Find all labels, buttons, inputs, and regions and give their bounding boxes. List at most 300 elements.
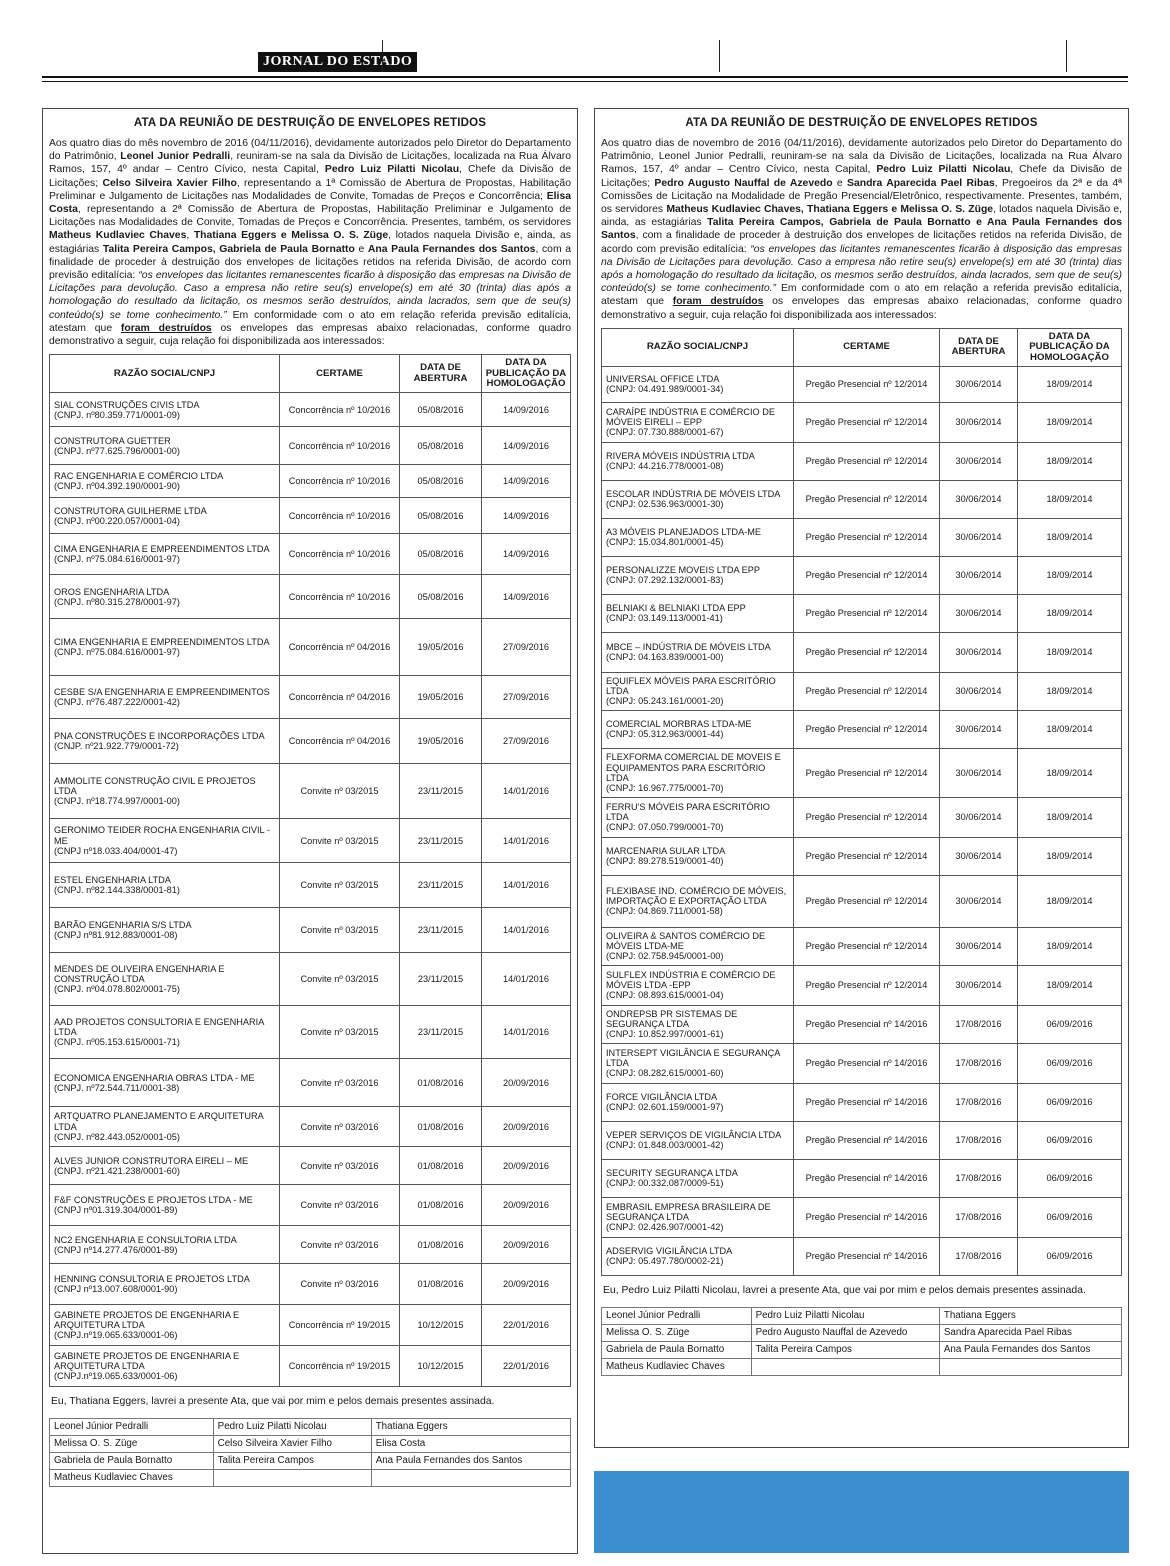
table-row xyxy=(602,1121,1122,1159)
certame-cell: Pregão Presencial nº 12/2014 xyxy=(794,442,940,480)
certame-cell: Convite nº 03/2016 xyxy=(280,1107,400,1147)
company-name: MENDES DE OLIVEIRA ENGENHARIA E CONSTRUÇÃO LTDA xyxy=(54,963,225,985)
opening-date-cell: 30/06/2014 xyxy=(940,402,1018,442)
signature-name xyxy=(751,1359,939,1376)
certame-cell: Concorrência nº 04/2016 xyxy=(280,676,400,719)
homologation-date-cell: 06/09/2016 xyxy=(1018,1237,1122,1275)
homologation-date-cell: 20/09/2016 xyxy=(482,1264,571,1305)
company-cnpj: (CNPJ. nº00.220.057/0001-04) xyxy=(54,515,180,526)
homologation-date-cell: 18/09/2014 xyxy=(1018,402,1122,442)
homologation-date-cell: 22/01/2016 xyxy=(482,1346,571,1387)
masthead-rule xyxy=(42,76,1128,78)
certame-cell: Concorrência nº 10/2016 xyxy=(280,575,400,619)
company-cell xyxy=(602,1043,794,1083)
signature-row xyxy=(50,1453,571,1470)
company-cnpj: (CNPJ. nº05.153.615/0001-71) xyxy=(54,1037,180,1048)
bold-name: Elisa Costa xyxy=(49,190,571,216)
company-cell xyxy=(50,1185,280,1226)
company-name: CIMA ENGENHARIA E EMPREENDIMENTOS LTDA xyxy=(54,637,270,648)
masthead-divider xyxy=(1066,40,1067,72)
company-cnpj: (CNPJ. nº80.315.278/0001-97) xyxy=(54,596,180,607)
company-cnpj: (CNPJ. nº72.544.711/0001-38) xyxy=(54,1082,180,1093)
company-cnpj: (CNPJ: 08.282.615/0001-60) xyxy=(606,1068,724,1079)
company-cell xyxy=(602,1159,794,1197)
table-row xyxy=(50,1107,571,1147)
certame-cell: Pregão Presencial nº 12/2014 xyxy=(794,965,940,1005)
company-cell xyxy=(602,875,794,927)
homologation-date-cell: 06/09/2016 xyxy=(1018,1121,1122,1159)
company-name: EMBRASIL EMPRESA BRASILEIRA DE SEGURANÇA LTDA xyxy=(606,1202,771,1223)
company-cell xyxy=(602,1237,794,1275)
signature-name: Sandra Aparecida Pael Ribas xyxy=(939,1325,1121,1342)
company-cnpj: (CNPJ: 02.426.907/0001-42) xyxy=(606,1222,724,1233)
notice-title: ATA DA REUNIÃO DE DESTRUIÇÃO DE ENVELOPES RETIDOS xyxy=(685,117,1038,129)
company-cell xyxy=(50,764,280,819)
bold-name: Ana Paula Fernandes dos Santos xyxy=(367,243,536,255)
company-name: EQUIFLEX MÓVEIS PARA ESCRITÓRIO LTDA xyxy=(606,676,776,697)
company-name: PERSONALIZZE MOVEIS LTDA EPP xyxy=(606,565,761,576)
company-cell xyxy=(50,1305,280,1346)
notice-panel-left xyxy=(42,108,578,1554)
signature-name xyxy=(371,1470,570,1487)
company-cnpj: (CNPJ: 04.163.839/0001-00) xyxy=(606,652,724,663)
company-cell xyxy=(50,1346,280,1387)
homologation-date-cell: 06/09/2016 xyxy=(1018,1159,1122,1197)
company-cell xyxy=(50,1147,280,1185)
table-row xyxy=(50,764,571,819)
opening-date-cell: 23/11/2015 xyxy=(400,863,482,908)
certame-cell: Pregão Presencial nº 12/2014 xyxy=(794,875,940,927)
company-cell xyxy=(602,442,794,480)
certame-cell: Convite nº 03/2016 xyxy=(280,1147,400,1185)
company-cell xyxy=(602,1197,794,1237)
column-header: RAZÃO SOCIAL/CNPJ xyxy=(50,355,280,393)
company-name: ESCOLAR INDÚSTRIA DE MÓVEIS LTDA (CNPJ: 02.536.963/0001-30) xyxy=(606,489,780,510)
company-cnpj: (CNJP. nº21.922.779/0001-72) xyxy=(54,741,179,752)
company-name: GERONIMO TEIDER ROCHA ENGENHARIA CIVIL - ME xyxy=(54,825,270,846)
company-cnpj: (CNPJ. nº75.084.616/0001-97) xyxy=(54,647,180,658)
signature-name: Pedro Luiz Pilatti Nicolau xyxy=(751,1308,939,1325)
company-cnpj: (CNPJ: 07.730.888/0001-67) xyxy=(606,427,724,438)
opening-date-cell: 23/11/2015 xyxy=(400,908,482,953)
company-cnpj: (CNPJ. nº82.144.338/0001-81) xyxy=(54,885,180,896)
company-name: ONDREPSB PR SISTEMAS DE SEGURANÇA LTDA xyxy=(606,1009,738,1030)
signature-table xyxy=(49,1418,571,1487)
signature-name: Celso Silveira Xavier Filho xyxy=(213,1436,371,1453)
homologation-date-cell: 20/09/2016 xyxy=(482,1059,571,1107)
certame-cell: Convite nº 03/2015 xyxy=(280,819,400,863)
certame-cell: Convite nº 03/2015 xyxy=(280,908,400,953)
homologation-date-cell: 20/09/2016 xyxy=(482,1107,571,1147)
opening-date-cell: 30/06/2014 xyxy=(940,518,1018,556)
company-cnpj: (CNPJ: 01.848.003/0001-42) xyxy=(606,1140,724,1151)
homologation-date-cell: 06/09/2016 xyxy=(1018,1005,1122,1043)
homologation-date-cell: 06/09/2016 xyxy=(1018,1083,1122,1121)
company-cnpj: (CNPJ: 00.332.087/0009-51) xyxy=(606,1178,724,1189)
signature-name: Thatiana Eggers xyxy=(371,1419,570,1436)
certame-cell: Pregão Presencial nº 12/2014 xyxy=(794,797,940,837)
company-name: GABINETE PROJETOS DE ENGENHARIA E ARQUITETURA LTDA xyxy=(54,1309,240,1331)
certame-cell: Concorrência nº 19/2015 xyxy=(280,1305,400,1346)
company-cnpj: (CNPJ. nº75.084.616/0001-97) xyxy=(54,554,180,565)
opening-date-cell: 01/08/2016 xyxy=(400,1185,482,1226)
homologation-date-cell: 14/01/2016 xyxy=(482,953,571,1006)
closing-statement: Eu, Thatiana Eggers, lavrei a presente Ata, que vai por mim e pelos demais presentes assinada. xyxy=(51,1396,495,1408)
bold-name: Matheus Kudlaviec Chaves xyxy=(49,230,187,242)
company-name: CARAÍPE INDÚSTRIA E COMÉRCIO DE MÓVEIS EIRELI – EPP xyxy=(606,407,775,428)
opening-date-cell: 05/08/2016 xyxy=(400,427,482,465)
certame-cell: Pregão Presencial nº 14/2016 xyxy=(794,1005,940,1043)
column-header: DATA DA PUBLICAÇÃO DA HOMOLOGAÇÃO xyxy=(1018,328,1122,366)
signature-name: Gabriela de Paula Bornatto xyxy=(602,1342,752,1359)
company-cnpj: (CNPJ: 02.601.159/0001-97) xyxy=(606,1102,724,1113)
notice-title: ATA DA REUNIÃO DE DESTRUIÇÃO DE ENVELOPES RETIDOS xyxy=(133,117,487,129)
opening-date-cell: 10/12/2015 xyxy=(400,1305,482,1346)
homologation-date-cell: 18/09/2014 xyxy=(1018,366,1122,402)
table-header-row xyxy=(602,328,1122,366)
certame-cell: Pregão Presencial nº 14/2016 xyxy=(794,1043,940,1083)
bold-name: Pedro Augusto Nauffal de Azevedo xyxy=(654,177,833,189)
company-cnpj: (CNPJ: 04.869.711/0001-58) xyxy=(606,906,723,917)
opening-date-cell: 30/06/2014 xyxy=(940,594,1018,632)
signature-name: Matheus Kudlaviec Chaves xyxy=(50,1470,214,1487)
company-cnpj: (CNPJ.nº19.065.633/0001-06) xyxy=(54,1330,178,1341)
table-row xyxy=(50,393,571,427)
table-row xyxy=(50,1346,571,1387)
table-row xyxy=(602,556,1122,594)
company-name: ECONOMICA ENGENHARIA OBRAS LTDA - ME xyxy=(54,1072,255,1083)
company-cnpj: (CNPJ: 07.050.799/0001-70) xyxy=(606,822,724,833)
closing-statement: Eu, Pedro Luiz Pilatti Nicolau, lavrei a presente Ata, que vai por mim e pelos demais presentes assinada. xyxy=(603,1284,1086,1296)
company-name: RIVERA MÓVEIS INDÚSTRIA LTDA xyxy=(606,451,755,462)
emphasis-text: foram destruídos xyxy=(672,296,764,308)
company-cell xyxy=(50,819,280,863)
company-cnpj: (CNPJ. nº80.359.771/0001-09) xyxy=(54,409,180,420)
homologation-date-cell: 14/09/2016 xyxy=(482,393,571,427)
opening-date-cell: 17/08/2016 xyxy=(940,1197,1018,1237)
table-row xyxy=(602,875,1122,927)
certame-cell: Pregão Presencial nº 12/2014 xyxy=(794,556,940,594)
company-cell xyxy=(50,393,280,427)
certame-cell: Pregão Presencial nº 12/2014 xyxy=(794,480,940,518)
homologation-date-cell: 18/09/2014 xyxy=(1018,442,1122,480)
company-cnpj: (CNPJ: 07.292.132/0001-83) xyxy=(606,575,724,586)
company-name: HENNING CONSULTORIA E PROJETOS LTDA xyxy=(54,1274,250,1285)
company-cnpj: (CNPJ. nº21.421.238/0001-60) xyxy=(54,1165,180,1176)
company-name: CIMA ENGENHARIA E EMPREENDIMENTOS LTDA xyxy=(54,544,270,555)
company-name: GABINETE PROJETOS DE ENGENHARIA E ARQUITETURA LTDA xyxy=(54,1350,240,1372)
homologation-date-cell: 22/01/2016 xyxy=(482,1305,571,1346)
opening-date-cell: 23/11/2015 xyxy=(400,764,482,819)
table-row xyxy=(602,1043,1122,1083)
table-row xyxy=(602,1159,1122,1197)
company-name: UNIVERSAL OFFICE LTDA xyxy=(606,374,720,385)
opening-date-cell: 19/05/2016 xyxy=(400,719,482,764)
company-cell xyxy=(50,1264,280,1305)
table-row xyxy=(602,672,1122,710)
certame-cell: Pregão Presencial nº 14/2016 xyxy=(794,1159,940,1197)
table-row xyxy=(602,1237,1122,1275)
signature-row xyxy=(50,1470,571,1487)
opening-date-cell: 30/06/2014 xyxy=(940,556,1018,594)
opening-date-cell: 30/06/2014 xyxy=(940,366,1018,402)
company-name: SULFLEX INDÚSTRIA E COMÉRCIO DE MÓVEIS LTDA -EPP xyxy=(606,970,776,991)
company-cnpj: (CNPJ: 05.243.161/0001-20) xyxy=(606,696,724,707)
opening-date-cell: 30/06/2014 xyxy=(940,797,1018,837)
certame-cell: Pregão Presencial nº 14/2016 xyxy=(794,1083,940,1121)
homologation-date-cell: 14/09/2016 xyxy=(482,575,571,619)
certame-cell: Convite nº 03/2015 xyxy=(280,953,400,1006)
table-row xyxy=(602,1083,1122,1121)
opening-date-cell: 17/08/2016 xyxy=(940,1237,1018,1275)
homologation-date-cell: 14/09/2016 xyxy=(482,465,571,498)
company-cnpj: (CNPJ. nº18.774.997/0001-00) xyxy=(54,796,180,807)
company-cell xyxy=(602,366,794,402)
table-row xyxy=(602,402,1122,442)
company-name: ALVES JUNIOR CONSTRUTORA EIRELI – ME xyxy=(54,1155,249,1166)
company-name: F&F CONSTRUÇÕES E PROJETOS LTDA - ME xyxy=(54,1195,253,1206)
company-name: PNA CONSTRUÇÕES E INCORPORAÇÕES LTDA xyxy=(54,731,265,742)
bold-name: Thatiana Eggers e Melissa O. S. Züge xyxy=(193,230,389,242)
signature-name: Matheus Kudlaviec Chaves xyxy=(602,1359,752,1376)
homologation-date-cell: 14/01/2016 xyxy=(482,908,571,953)
company-name: SECURITY SEGURANÇA LTDA xyxy=(606,1168,738,1179)
bold-name: Talita Pereira Campos, Gabriela de Paula Bornatto xyxy=(102,243,355,255)
items-table xyxy=(601,328,1122,1276)
certame-cell: Convite nº 03/2015 xyxy=(280,764,400,819)
homologation-date-cell: 18/09/2014 xyxy=(1018,518,1122,556)
certame-cell: Pregão Presencial nº 12/2014 xyxy=(794,594,940,632)
company-cell xyxy=(50,427,280,465)
company-cnpj: (CNPJ: 05.497.780/0002-21) xyxy=(606,1256,724,1267)
company-cell xyxy=(50,676,280,719)
opening-date-cell: 30/06/2014 xyxy=(940,748,1018,797)
signature-name: Leonel Júnior Pedralli xyxy=(50,1419,214,1436)
company-cnpj: (CNPJ: 16.967.775/0001-70) xyxy=(606,783,724,794)
opening-date-cell: 05/08/2016 xyxy=(400,498,482,534)
homologation-date-cell: 06/09/2016 xyxy=(1018,1197,1122,1237)
signature-name: Talita Pereira Campos xyxy=(213,1453,371,1470)
homologation-date-cell: 27/09/2016 xyxy=(482,719,571,764)
certame-cell: Pregão Presencial nº 12/2014 xyxy=(794,748,940,797)
opening-date-cell: 30/06/2014 xyxy=(940,927,1018,965)
company-cell xyxy=(50,575,280,619)
table-row xyxy=(602,837,1122,875)
opening-date-cell: 01/08/2016 xyxy=(400,1226,482,1264)
company-name: BELNIAKI & BELNIAKI LTDA EPP xyxy=(606,603,746,614)
company-cnpj: (CNPJ. nº76.487.222/0001-42) xyxy=(54,697,180,708)
company-name: INTERSEPT VIGILÂNCIA E SEGURANÇA LTDA xyxy=(606,1048,780,1069)
table-row xyxy=(602,1197,1122,1237)
company-name: FLEXIBASE IND. COMÉRCIO DE MÓVEIS, IMPORTAÇÃO E EXPORTAÇÃO LTDA xyxy=(606,886,787,907)
signature-name: Ana Paula Fernandes dos Santos xyxy=(371,1453,570,1470)
opening-date-cell: 30/06/2014 xyxy=(940,480,1018,518)
company-cnpj: (CNPJ: 10.852.997/0001-61) xyxy=(606,1029,724,1040)
certame-cell: Convite nº 03/2016 xyxy=(280,1059,400,1107)
column-header: RAZÃO SOCIAL/CNPJ xyxy=(602,328,794,366)
company-name: CONSTRUTORA GUETTER xyxy=(54,435,171,446)
company-cell xyxy=(50,1226,280,1264)
company-cnpj: (CNPJ nº18.033.404/0001-47) xyxy=(54,845,178,856)
company-cnpj: (CNPJ: 89.278.519/0001-40) xyxy=(606,856,724,867)
signature-name: Ana Paula Fernandes dos Santos xyxy=(939,1342,1121,1359)
homologation-date-cell: 18/09/2014 xyxy=(1018,875,1122,927)
certame-cell: Concorrência nº 10/2016 xyxy=(280,427,400,465)
company-name: AAD PROJETOS CONSULTORIA E ENGENHARIA LTDA xyxy=(54,1016,264,1038)
table-row xyxy=(50,1147,571,1185)
table-row xyxy=(602,927,1122,965)
company-cell xyxy=(602,594,794,632)
signature-row xyxy=(602,1308,1122,1325)
company-cell xyxy=(602,1083,794,1121)
company-name: ARTQUATRO PLANEJAMENTO E ARQUITETURA LTDA xyxy=(54,1111,264,1132)
company-cnpj: (CNPJ: 04.491.989/0001-34) xyxy=(606,384,724,395)
signature-name: Gabriela de Paula Bornatto xyxy=(50,1453,214,1470)
company-cell xyxy=(602,556,794,594)
opening-date-cell: 01/08/2016 xyxy=(400,1264,482,1305)
table-row xyxy=(50,953,571,1006)
column-header: DATA DE ABERTURA xyxy=(940,328,1018,366)
company-cell xyxy=(50,1059,280,1107)
company-cnpj: (CNPJ: 05.312.963/0001-44) xyxy=(606,729,724,740)
company-name: COMERCIAL MORBRAS LTDA-ME xyxy=(606,719,752,730)
table-row xyxy=(602,1005,1122,1043)
table-row xyxy=(50,1305,571,1346)
certame-cell: Pregão Presencial nº 12/2014 xyxy=(794,366,940,402)
opening-date-cell: 10/12/2015 xyxy=(400,1346,482,1387)
signature-row xyxy=(602,1325,1122,1342)
bold-name: Sandra Aparecida Pael Ribas xyxy=(847,177,995,189)
company-name: ADSERVIG VIGILÂNCIA LTDA xyxy=(606,1246,733,1257)
table-row xyxy=(602,632,1122,672)
company-cnpj: (CNPJ: 02.758.945/0001-00) xyxy=(606,951,724,962)
homologation-date-cell: 18/09/2014 xyxy=(1018,556,1122,594)
signature-row xyxy=(50,1436,571,1453)
company-cnpj: (CNPJ. nº04.078.802/0001-75) xyxy=(54,984,180,995)
signature-name xyxy=(213,1470,371,1487)
table-row xyxy=(602,965,1122,1005)
opening-date-cell: 30/06/2014 xyxy=(940,875,1018,927)
table-row xyxy=(50,1059,571,1107)
company-cell xyxy=(602,672,794,710)
company-cell xyxy=(602,1121,794,1159)
certame-cell: Pregão Presencial nº 12/2014 xyxy=(794,632,940,672)
company-cell xyxy=(602,632,794,672)
certame-cell: Pregão Presencial nº 12/2014 xyxy=(794,672,940,710)
company-cell xyxy=(602,797,794,837)
company-cell xyxy=(602,518,794,556)
homologation-date-cell: 18/09/2014 xyxy=(1018,710,1122,748)
homologation-date-cell: 14/01/2016 xyxy=(482,764,571,819)
homologation-date-cell: 06/09/2016 xyxy=(1018,1043,1122,1083)
company-cnpj: (CNPJ. nº77.625.796/0001-00) xyxy=(54,445,180,456)
homologation-date-cell: 18/09/2014 xyxy=(1018,480,1122,518)
certame-cell: Pregão Presencial nº 12/2014 xyxy=(794,837,940,875)
table-row xyxy=(50,863,571,908)
company-name: CONSTRUTORA GUILHERME LTDA xyxy=(54,505,207,516)
signature-name: Pedro Luiz Pilatti Nicolau xyxy=(213,1419,371,1436)
bold-name: Matheus Kudlaviec Chaves, Thatiana Eggers e Melissa O. S. Züge xyxy=(666,204,994,216)
company-name: OLIVEIRA & SANTOS COMÉRCIO DE MÓVEIS LTDA-ME xyxy=(606,931,766,952)
opening-date-cell: 23/11/2015 xyxy=(400,819,482,863)
opening-date-cell: 05/08/2016 xyxy=(400,534,482,575)
signature-name: Melissa O. S. Züge xyxy=(50,1436,214,1453)
opening-date-cell: 30/06/2014 xyxy=(940,632,1018,672)
table-row xyxy=(50,498,571,534)
signature-row xyxy=(50,1419,571,1436)
table-row xyxy=(50,427,571,465)
certame-cell: Convite nº 03/2015 xyxy=(280,863,400,908)
opening-date-cell: 30/06/2014 xyxy=(940,442,1018,480)
certame-cell: Pregão Presencial nº 12/2014 xyxy=(794,402,940,442)
bold-name: Leonel Junior Pedralli xyxy=(120,151,231,163)
certame-cell: Concorrência nº 10/2016 xyxy=(280,465,400,498)
table-row xyxy=(50,1226,571,1264)
homologation-date-cell: 27/09/2016 xyxy=(482,676,571,719)
certame-cell: Convite nº 03/2016 xyxy=(280,1264,400,1305)
company-cell xyxy=(602,837,794,875)
certame-cell: Concorrência nº 10/2016 xyxy=(280,393,400,427)
company-cnpj: (CNPJ nº01.319.304/0001-89) xyxy=(54,1205,178,1216)
table-row xyxy=(50,1185,571,1226)
bold-name: Pedro Luiz Pilatti Nicolau xyxy=(876,164,1011,176)
homologation-date-cell: 20/09/2016 xyxy=(482,1226,571,1264)
table-row xyxy=(602,518,1122,556)
company-cnpj: (CNPJ: 15.034.801/0001-45) xyxy=(606,537,724,548)
signature-name: Thatiana Eggers xyxy=(939,1308,1121,1325)
certame-cell: Pregão Presencial nº 14/2016 xyxy=(794,1197,940,1237)
homologation-date-cell: 14/01/2016 xyxy=(482,819,571,863)
company-name: FORCE VIGILÂNCIA LTDA xyxy=(606,1092,718,1103)
company-name: A3 MÓVEIS PLANEJADOS LTDA-ME xyxy=(606,527,762,538)
homologation-date-cell: 14/09/2016 xyxy=(482,534,571,575)
homologation-date-cell: 18/09/2014 xyxy=(1018,965,1122,1005)
company-cnpj: (CNPJ. nº82.443.052/0001-05) xyxy=(54,1131,180,1142)
column-header: DATA DE ABERTURA xyxy=(400,355,482,393)
company-name: NC2 ENGENHARIA E CONSULTORIA LTDA xyxy=(54,1234,237,1245)
signature-name: Talita Pereira Campos xyxy=(751,1342,939,1359)
company-name: MARCENARIA SULAR LTDA xyxy=(606,846,726,857)
opening-date-cell: 19/05/2016 xyxy=(400,619,482,676)
signature-name: Elisa Costa xyxy=(371,1436,570,1453)
certame-cell: Concorrência nº 10/2016 xyxy=(280,534,400,575)
table-row xyxy=(50,534,571,575)
certame-cell: Concorrência nº 04/2016 xyxy=(280,619,400,676)
table-row xyxy=(602,480,1122,518)
opening-date-cell: 23/11/2015 xyxy=(400,953,482,1006)
signature-name: Melissa O. S. Züge xyxy=(602,1325,752,1342)
company-name: AMMOLITE CONSTRUÇÃO CIVIL E PROJETOS LTDA xyxy=(54,775,256,797)
signature-name: Pedro Augusto Nauffal de Azevedo xyxy=(751,1325,939,1342)
company-name: ESTEL ENGENHARIA LTDA xyxy=(54,875,171,886)
column-header: DATA DA PUBLICAÇÃO DA HOMOLOGAÇÃO xyxy=(482,355,571,393)
homologation-date-cell: 14/09/2016 xyxy=(482,427,571,465)
table-row xyxy=(602,797,1122,837)
company-cell xyxy=(50,908,280,953)
company-name: FERRU'S MÓVEIS PARA ESCRITÓRIO LTDA xyxy=(606,802,770,823)
company-cell xyxy=(50,1107,280,1147)
company-cell xyxy=(602,710,794,748)
company-name: FLEXFORMA COMERCIAL DE MOVEIS E EQUIPAMENTOS PARA ESCRITÓRIO LTDA xyxy=(606,752,781,783)
company-cell xyxy=(50,1006,280,1059)
items-table xyxy=(49,354,571,1387)
company-name: VEPER SERVIÇOS DE VIGILÂNCIA LTDA xyxy=(606,1130,782,1141)
company-cnpj: (CNPJ: 08.893.615/0001-04) xyxy=(606,990,724,1001)
company-cell xyxy=(602,402,794,442)
company-cnpj: (CNPJ: 03.149.113/0001-41) xyxy=(606,613,723,624)
table-row xyxy=(50,465,571,498)
homologation-date-cell: 18/09/2014 xyxy=(1018,672,1122,710)
